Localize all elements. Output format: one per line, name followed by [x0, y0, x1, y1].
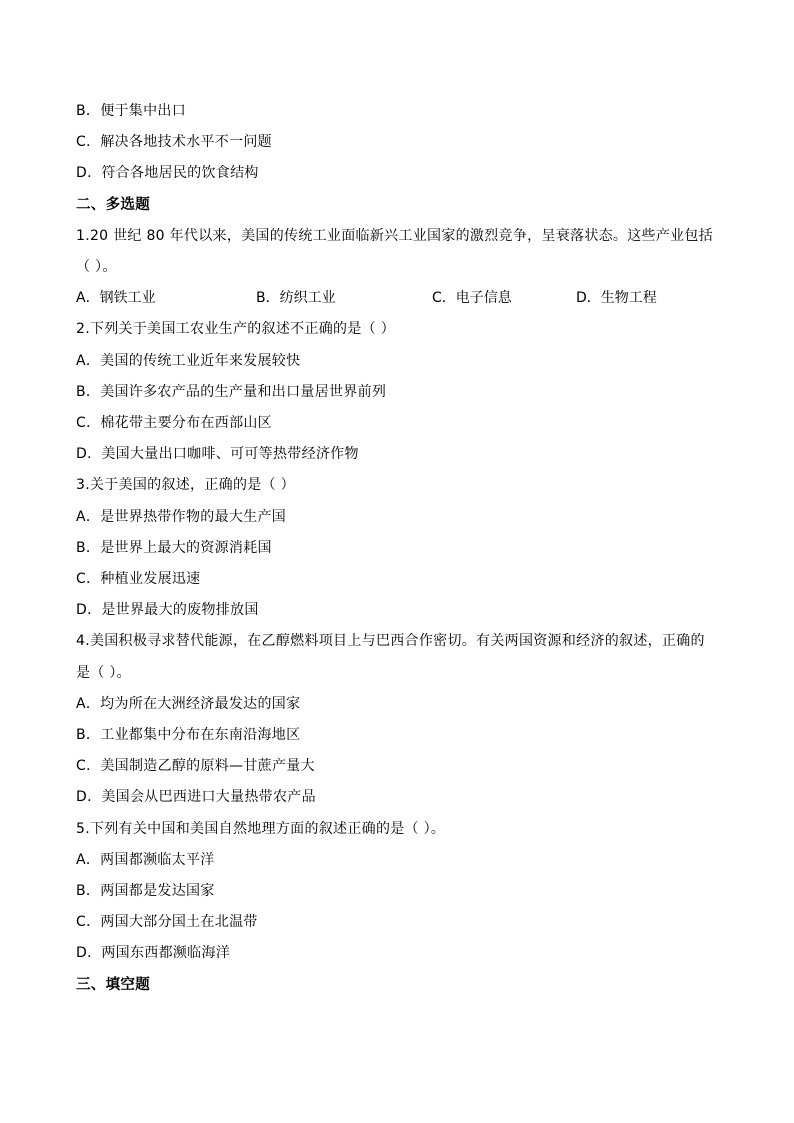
section-heading-fill-in: 三、填空题 — [76, 977, 150, 993]
question-5-stem: 5.下列有关中国和美国自然地理方面的叙述正确的是（ ）。 — [76, 821, 446, 837]
question-4-option-d: D．美国会从巴西进口大量热带农产品 — [76, 789, 316, 805]
question-5-option-b: B．两国都是发达国家 — [76, 883, 215, 899]
question-2-option-a: A．美国的传统工业近年来发展较快 — [76, 353, 301, 369]
question-4-option-b: B．工业都集中分布在东南沿海地区 — [76, 727, 301, 743]
question-3-option-c: C．种植业发展迅速 — [76, 571, 201, 587]
question-1-option-a: A．钢铁工业 — [76, 290, 156, 306]
question-2-option-d: D．美国大量出口咖啡、可可等热带经济作物 — [76, 446, 359, 462]
question-1-option-d: D．生物工程 — [576, 290, 657, 306]
question-1-stem-line1: 1.20 世纪 80 年代以来，美国的传统工业面临新兴工业国家的激烈竞争，呈衰落状态。这些产业包括 — [76, 228, 714, 244]
question-4-stem-line1: 4.美国积极寻求替代能源，在乙醇燃料项目上与巴西合作密切。有关两国资源和经济的叙述，正确的 — [76, 633, 705, 649]
top-option-d: D．符合各地居民的饮食结构 — [76, 165, 259, 181]
question-4-stem-line2: 是（ ）。 — [76, 665, 131, 681]
top-option-b: B．便于集中出口 — [76, 103, 187, 119]
question-1-options — [76, 288, 716, 308]
question-4-option-c: C．美国制造乙醇的原料—甘蔗产量大 — [76, 758, 315, 774]
question-5-option-c: C．两国大部分国土在北温带 — [76, 914, 258, 930]
question-4-option-a: A．均为所在大洲经济最发达的国家 — [76, 696, 301, 712]
question-3-option-a: A．是世界热带作物的最大生产国 — [76, 509, 287, 525]
question-3-option-d: D．是世界最大的废物排放国 — [76, 602, 259, 618]
question-5-option-d: D．两国东西都濒临海洋 — [76, 945, 231, 961]
question-1-option-c: C．电子信息 — [432, 290, 512, 306]
question-5-option-a: A．两国都濒临太平洋 — [76, 852, 215, 868]
question-1-stem-line2: （ ）。 — [76, 259, 117, 275]
question-2-stem: 2.下列关于美国工农业生产的叙述不正确的是（ ） — [76, 321, 396, 337]
question-2-option-c: C．棉花带主要分布在西部山区 — [76, 415, 272, 431]
question-3-option-b: B．是世界上最大的资源消耗国 — [76, 540, 272, 556]
question-3-stem: 3.关于美国的叙述，正确的是（ ） — [76, 477, 295, 493]
section-heading-multiple-choice: 二、多选题 — [76, 197, 150, 213]
question-2-option-b: B．美国许多农产品的生产量和出口量居世界前列 — [76, 384, 387, 400]
question-1-option-b: B．纺织工业 — [256, 290, 336, 306]
top-option-c: C．解决各地技术水平不一问题 — [76, 134, 272, 150]
